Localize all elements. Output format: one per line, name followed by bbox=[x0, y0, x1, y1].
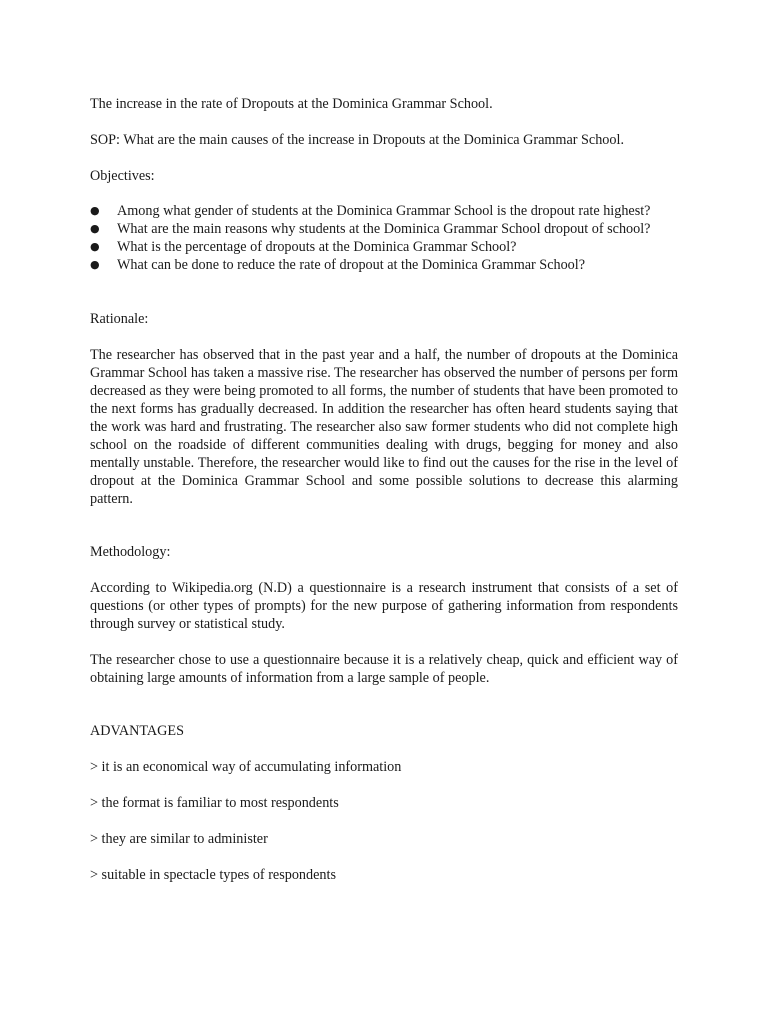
objective-text: What are the main reasons why students at the Dominica Grammar School dropout of school? bbox=[117, 221, 651, 237]
objective-text: Among what gender of students at the Dominica Grammar School is the dropout rate highest? bbox=[117, 203, 651, 219]
objectives-heading: Objectives: bbox=[90, 168, 155, 184]
rationale-heading: Rationale: bbox=[90, 311, 149, 327]
objective-item bbox=[90, 202, 678, 220]
advantage-item: > they are similar to administer bbox=[90, 831, 268, 847]
methodology-paragraph: The researcher chose to use a questionnaire because it is a relatively cheap, quick and efficient way of obtaining large amounts of information from a large sample of people. bbox=[90, 652, 678, 686]
objective-item bbox=[90, 238, 678, 256]
methodology-heading: Methodology: bbox=[90, 544, 171, 560]
advantage-item: > it is an economical way of accumulating information bbox=[90, 759, 402, 775]
bullet-icon: ● bbox=[90, 258, 100, 271]
advantage-item: > suitable in spectacle types of respondents bbox=[90, 867, 336, 883]
bullet-icon: ● bbox=[90, 222, 100, 235]
objectives-list bbox=[90, 202, 678, 274]
bullet-icon: ● bbox=[90, 240, 100, 253]
statement-of-problem: SOP: What are the main causes of the increase in Dropouts at the Dominica Grammar School. bbox=[90, 132, 624, 148]
document-title: The increase in the rate of Dropouts at the Dominica Grammar School. bbox=[90, 96, 493, 112]
advantages-heading: ADVANTAGES bbox=[90, 723, 184, 739]
objective-item bbox=[90, 256, 678, 274]
rationale-paragraph: The researcher has observed that in the past year and a half, the number of dropouts at the Dominica Grammar School has taken a massive rise. The researcher has observed the number of persons per form decreased as they were being promoted to all forms, the number of students that have been promoted to the next forms has gradually decreased. In addition the researcher has often heard students saying that the work was hard and frustrating. The researcher also saw former students who did not complete high school on the roadside of different communities dealing with drugs, begging for money and also mentally unstable. Therefore, the researcher would like to find out the causes for the rise in the level of dropout at the Dominica Grammar School and some possible solutions to decrease this alarming pattern. bbox=[90, 347, 678, 507]
bullet-icon: ● bbox=[90, 204, 100, 217]
document-page bbox=[90, 95, 678, 902]
objective-text: What is the percentage of dropouts at the Dominica Grammar School? bbox=[117, 239, 517, 255]
advantage-item: > the format is familiar to most respondents bbox=[90, 795, 339, 811]
methodology-paragraph: According to Wikipedia.org (N.D) a questionnaire is a research instrument that consists of a set of questions (or other types of prompts) for the new purpose of gathering information from respondents through survey or statistical study. bbox=[90, 580, 678, 632]
objective-item bbox=[90, 220, 678, 238]
objective-text: What can be done to reduce the rate of dropout at the Dominica Grammar School? bbox=[117, 257, 586, 273]
